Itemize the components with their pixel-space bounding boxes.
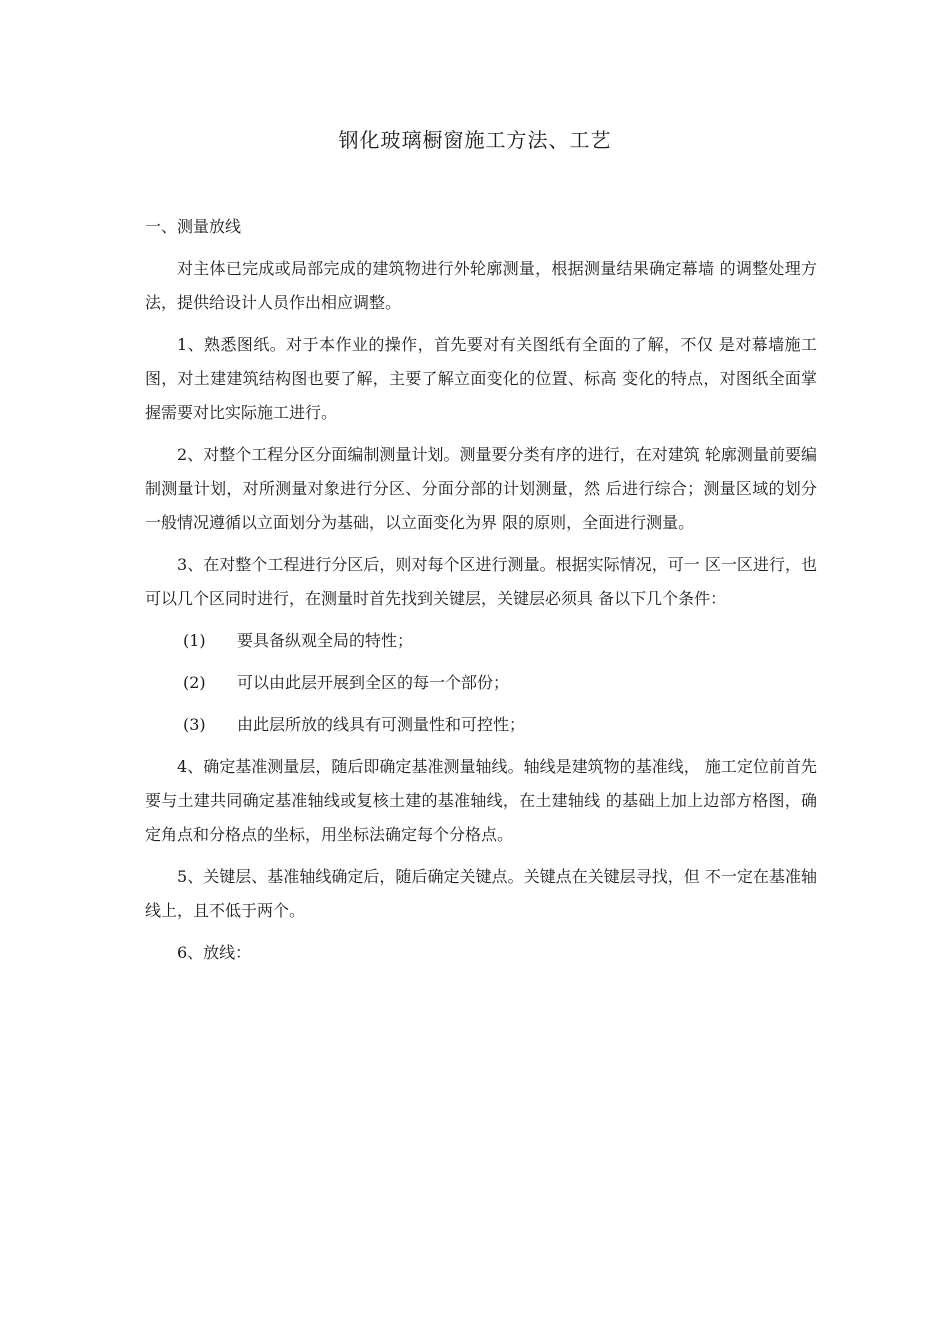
document-title: 钢化玻璃橱窗施工方法、工艺 bbox=[338, 128, 612, 152]
condition-item bbox=[145, 666, 817, 700]
condition-number: (2) bbox=[183, 673, 206, 692]
condition-text: 可以由此层开展到全区的每一个部份； bbox=[237, 673, 510, 692]
condition-item bbox=[145, 624, 817, 658]
section-heading: 一、测量放线 bbox=[145, 217, 242, 236]
condition-number: (1) bbox=[183, 631, 206, 650]
document-body bbox=[145, 210, 817, 978]
step-paragraph: 2、对整个工程分区分面编制测量计划。测量要分类有序的进行，在对建筑 轮廓测量前要编制测量计划，对所测量对象进行分区、分面分部的计划测量，然 后进行综合；测量区域的划分一般情况遵循以立面划分为基础，以立面变化为界 限的原则，全面进行测量。 bbox=[145, 445, 817, 532]
condition-text: 由此层所放的线具有可测量性和可控性； bbox=[237, 715, 526, 734]
intro-paragraph: 对主体已完成或局部完成的建筑物进行外轮廓测量，根据测量结果确定幕墙 的调整处理方法，提供给设计人员作出相应调整。 bbox=[145, 259, 817, 312]
step-paragraph: 5、关键层、基准轴线确定后，随后确定关键点。关键点在关键层寻找，但 不一定在基准轴线上，且不低于两个。 bbox=[145, 867, 817, 920]
condition-item bbox=[145, 708, 817, 742]
condition-number: (3) bbox=[183, 715, 206, 734]
step-paragraph: 4、确定基准测量层，随后即确定基准测量轴线。轴线是建筑物的基准线， 施工定位前首先要与土建共同确定基准轴线或复核土建的基准轴线，在土建轴线 的基础上加上边部方格图，确定角点和分格点的坐标，用坐标法确定每个分格点。 bbox=[145, 757, 817, 844]
step-paragraph: 1、熟悉图纸。对于本作业的操作，首先要对有关图纸有全面的了解，不仅 是对幕墙施工图，对土建建筑结构图也要了解，主要了解立面变化的位置、标高 变化的特点，对图纸全面掌握需要对比实际施工进行。 bbox=[145, 335, 817, 422]
step-paragraph: 3、在对整个工程进行分区后，则对每个区进行测量。根据实际情况，可一 区一区进行，也可以几个区同时进行，在测量时首先找到关键层，关键层必须具 备以下几个条件： bbox=[145, 555, 817, 608]
condition-text: 要具备纵观全局的特性； bbox=[237, 631, 414, 650]
step-paragraph: 6、放线： bbox=[177, 943, 252, 962]
